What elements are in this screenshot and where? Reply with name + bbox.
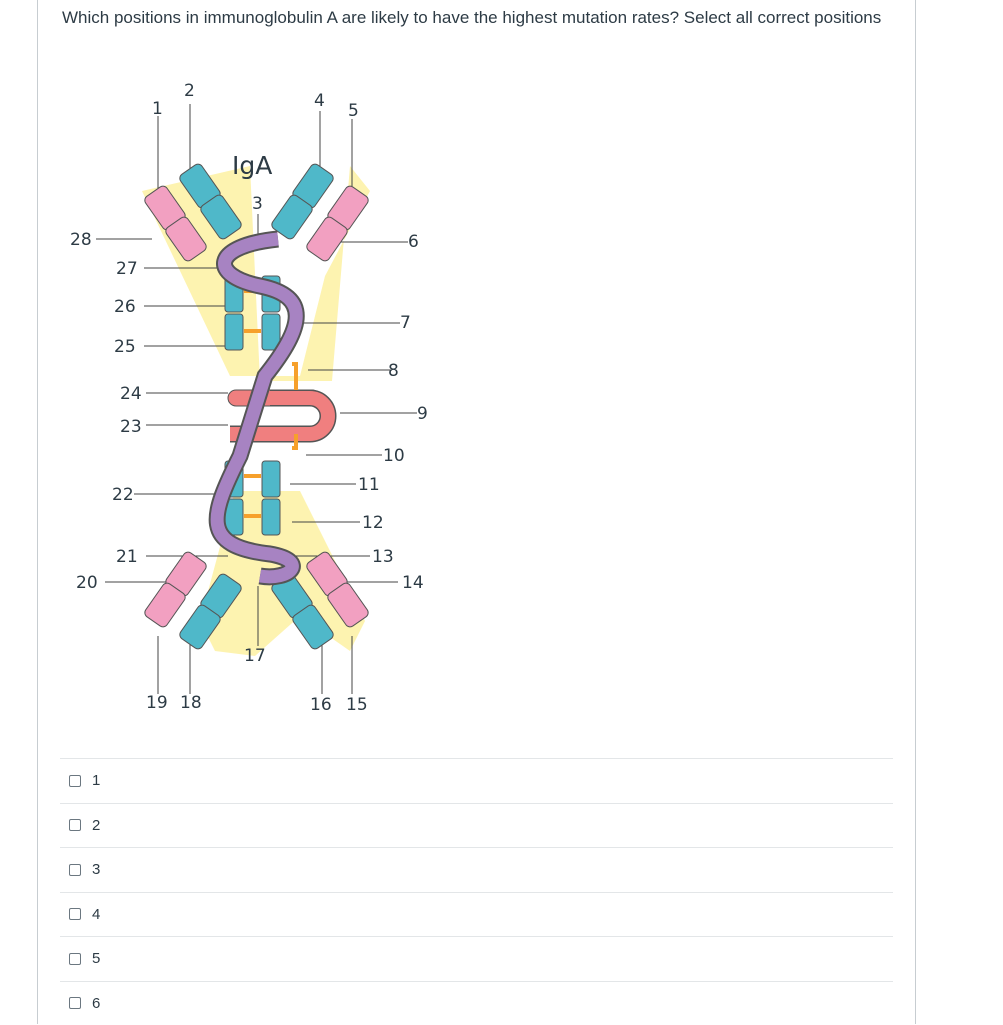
answer-label: 6 xyxy=(92,995,100,1012)
label-8: 8 xyxy=(388,361,399,381)
label-22: 22 xyxy=(112,485,134,505)
checkbox[interactable] xyxy=(69,908,81,920)
answer-label: 2 xyxy=(92,817,100,834)
label-21: 21 xyxy=(116,547,138,567)
iga-diagram-svg xyxy=(60,76,480,726)
answer-label: 1 xyxy=(92,772,100,789)
label-12: 12 xyxy=(362,513,384,533)
label-11: 11 xyxy=(358,475,380,495)
checkbox[interactable] xyxy=(69,819,81,831)
label-2: 2 xyxy=(184,81,195,101)
label-16: 16 xyxy=(310,695,332,715)
label-28: 28 xyxy=(70,230,92,250)
label-26: 26 xyxy=(114,297,136,317)
answer-option-3[interactable] xyxy=(60,847,893,892)
checkbox[interactable] xyxy=(69,864,81,876)
diagram-title: IgA xyxy=(232,151,272,180)
label-19: 19 xyxy=(146,693,168,713)
label-23: 23 xyxy=(120,417,142,437)
answer-label: 5 xyxy=(92,950,100,967)
label-24: 24 xyxy=(120,384,142,404)
label-27: 27 xyxy=(116,259,138,279)
label-3: 3 xyxy=(252,194,263,214)
answer-option-5[interactable] xyxy=(60,936,893,981)
label-14: 14 xyxy=(402,573,424,593)
answer-list xyxy=(60,758,893,1025)
label-1: 1 xyxy=(152,99,163,119)
label-6: 6 xyxy=(408,232,419,252)
label-7: 7 xyxy=(400,313,411,333)
answer-label: 4 xyxy=(92,906,100,923)
label-18: 18 xyxy=(180,693,202,713)
checkbox[interactable] xyxy=(69,953,81,965)
label-25: 25 xyxy=(114,337,136,357)
label-4: 4 xyxy=(314,91,325,111)
question-text: Which positions in immunoglobulin A are likely to have the highest mutation rates? Select all correct positions xyxy=(62,4,902,32)
label-13: 13 xyxy=(372,547,394,567)
answer-label: 3 xyxy=(92,861,100,878)
answer-option-4[interactable] xyxy=(60,892,893,937)
answer-option-6[interactable] xyxy=(60,981,893,1025)
label-15: 15 xyxy=(346,695,368,715)
checkbox[interactable] xyxy=(69,775,81,787)
label-5: 5 xyxy=(348,101,359,121)
answer-option-1[interactable] xyxy=(60,758,893,803)
checkbox[interactable] xyxy=(69,997,81,1009)
answer-option-2[interactable] xyxy=(60,803,893,848)
iga-diagram xyxy=(60,76,480,726)
label-9: 9 xyxy=(417,404,428,424)
label-10: 10 xyxy=(383,446,405,466)
label-20: 20 xyxy=(76,573,98,593)
label-17: 17 xyxy=(244,646,266,666)
